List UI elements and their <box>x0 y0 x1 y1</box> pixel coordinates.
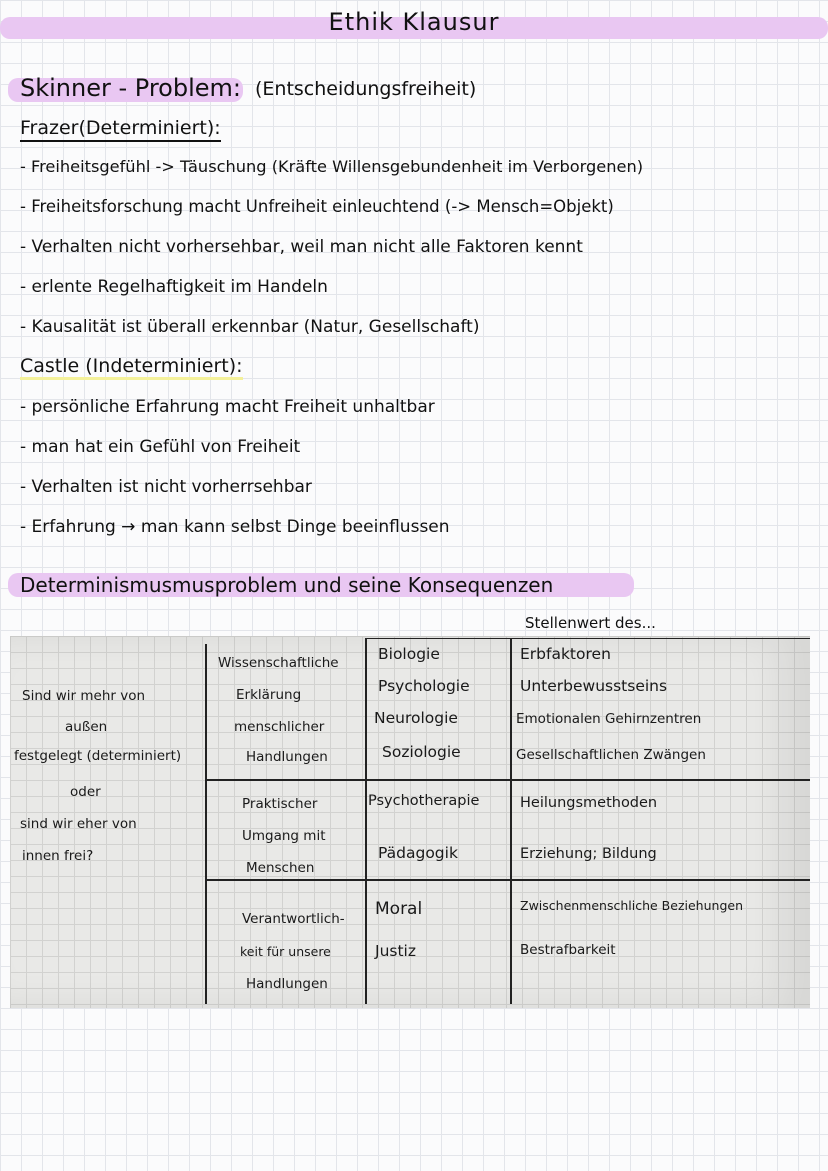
castle-item-4: - Erfahrung → man kann selbst Dinge beeinflussen <box>20 517 450 537</box>
frazer-heading: Frazer(Determiniert): <box>20 117 221 142</box>
castle-item-1: - persönliche Erfahrung macht Freiheit unhaltbar <box>20 397 435 417</box>
group-2-value-2: Erziehung; Bildung <box>520 846 657 862</box>
group-1-field-1: Biologie <box>378 645 440 663</box>
group-3-label-2: keit für unsere <box>240 944 331 959</box>
group-2-label-1: Praktischer <box>242 796 318 812</box>
frazer-item-2: - Freiheitsforschung macht Unfreiheit einleuchtend (-> Mensch=Objekt) <box>20 197 614 216</box>
table-hline-top <box>365 638 810 639</box>
group-1-value-3: Emotionalen Gehirnzentren <box>516 711 702 727</box>
group-2-field-1: Psychotherapie <box>368 793 480 809</box>
page-title: Ethik Klausur <box>328 8 500 36</box>
stellenwert-label: Stellenwert des... <box>525 614 656 632</box>
group-3-field-1: Moral <box>375 899 423 919</box>
group-2-value-1: Heilungsmethoden <box>520 795 658 811</box>
group-1-field-4: Soziologie <box>382 743 461 761</box>
group-1-value-1: Erbfaktoren <box>520 645 611 663</box>
skinner-heading: Skinner - Problem: <box>20 74 241 102</box>
question-line-6: innen frei? <box>22 848 94 864</box>
group-2-label-3: Menschen <box>246 860 315 876</box>
table-hline-1 <box>205 779 810 781</box>
castle-item-2: - man hat ein Gefühl von Freiheit <box>20 437 301 457</box>
castle-heading: Castle (Indeterminiert): <box>20 355 243 380</box>
group-3-label-1: Verantwortlich- <box>242 911 345 927</box>
group-1-value-2: Unterbewusstseins <box>520 677 668 695</box>
table-vline-1 <box>205 644 207 1004</box>
determinismus-heading: Determinismusmusproblem und seine Konsequenzen <box>20 573 554 597</box>
group-3-value-2: Bestrafbarkeit <box>520 942 616 958</box>
question-line-4: oder <box>70 784 101 800</box>
frazer-item-4: - erlente Regelhaftigkeit im Handeln <box>20 277 328 297</box>
question-line-1: Sind wir mehr von <box>22 688 146 704</box>
group-3-label-3: Handlungen <box>246 976 328 992</box>
group-1-label-3: menschlicher <box>234 719 325 735</box>
castle-item-3: - Verhalten ist nicht vorherrsehbar <box>20 477 312 497</box>
group-3-field-2: Justiz <box>375 942 416 960</box>
group-1-label-2: Erklärung <box>236 687 302 703</box>
table-vline-3 <box>510 638 512 1004</box>
group-1-value-4: Gesellschaftlichen Zwängen <box>516 747 706 763</box>
group-3-value-1: Zwischenmenschliche Beziehungen <box>520 898 743 913</box>
group-1-label-4: Handlungen <box>246 749 328 765</box>
group-1-field-3: Neurologie <box>374 709 458 727</box>
group-2-field-2: Pädagogik <box>378 844 458 862</box>
question-line-3: festgelegt (determiniert) <box>14 748 182 764</box>
table-hline-2 <box>205 879 810 881</box>
frazer-item-1: - Freiheitsgefühl -> Täuschung (Kräfte Willensgebundenheit im Verborgenen) <box>20 157 644 176</box>
question-line-2: außen <box>65 719 108 735</box>
frazer-item-5: - Kausalität ist überall erkennbar (Natur, Gesellschaft) <box>20 317 480 337</box>
table-photo <box>10 636 810 1008</box>
question-line-5: sind wir eher von <box>20 816 137 832</box>
frazer-item-3: - Verhalten nicht vorhersehbar, weil man nicht alle Faktoren kennt <box>20 237 583 257</box>
group-1-field-2: Psychologie <box>378 677 470 695</box>
group-2-label-2: Umgang mit <box>242 828 326 844</box>
table-vline-2 <box>365 638 367 1004</box>
group-1-label-1: Wissenschaftliche <box>218 655 339 671</box>
skinner-subtitle: (Entscheidungsfreiheit) <box>255 78 477 100</box>
